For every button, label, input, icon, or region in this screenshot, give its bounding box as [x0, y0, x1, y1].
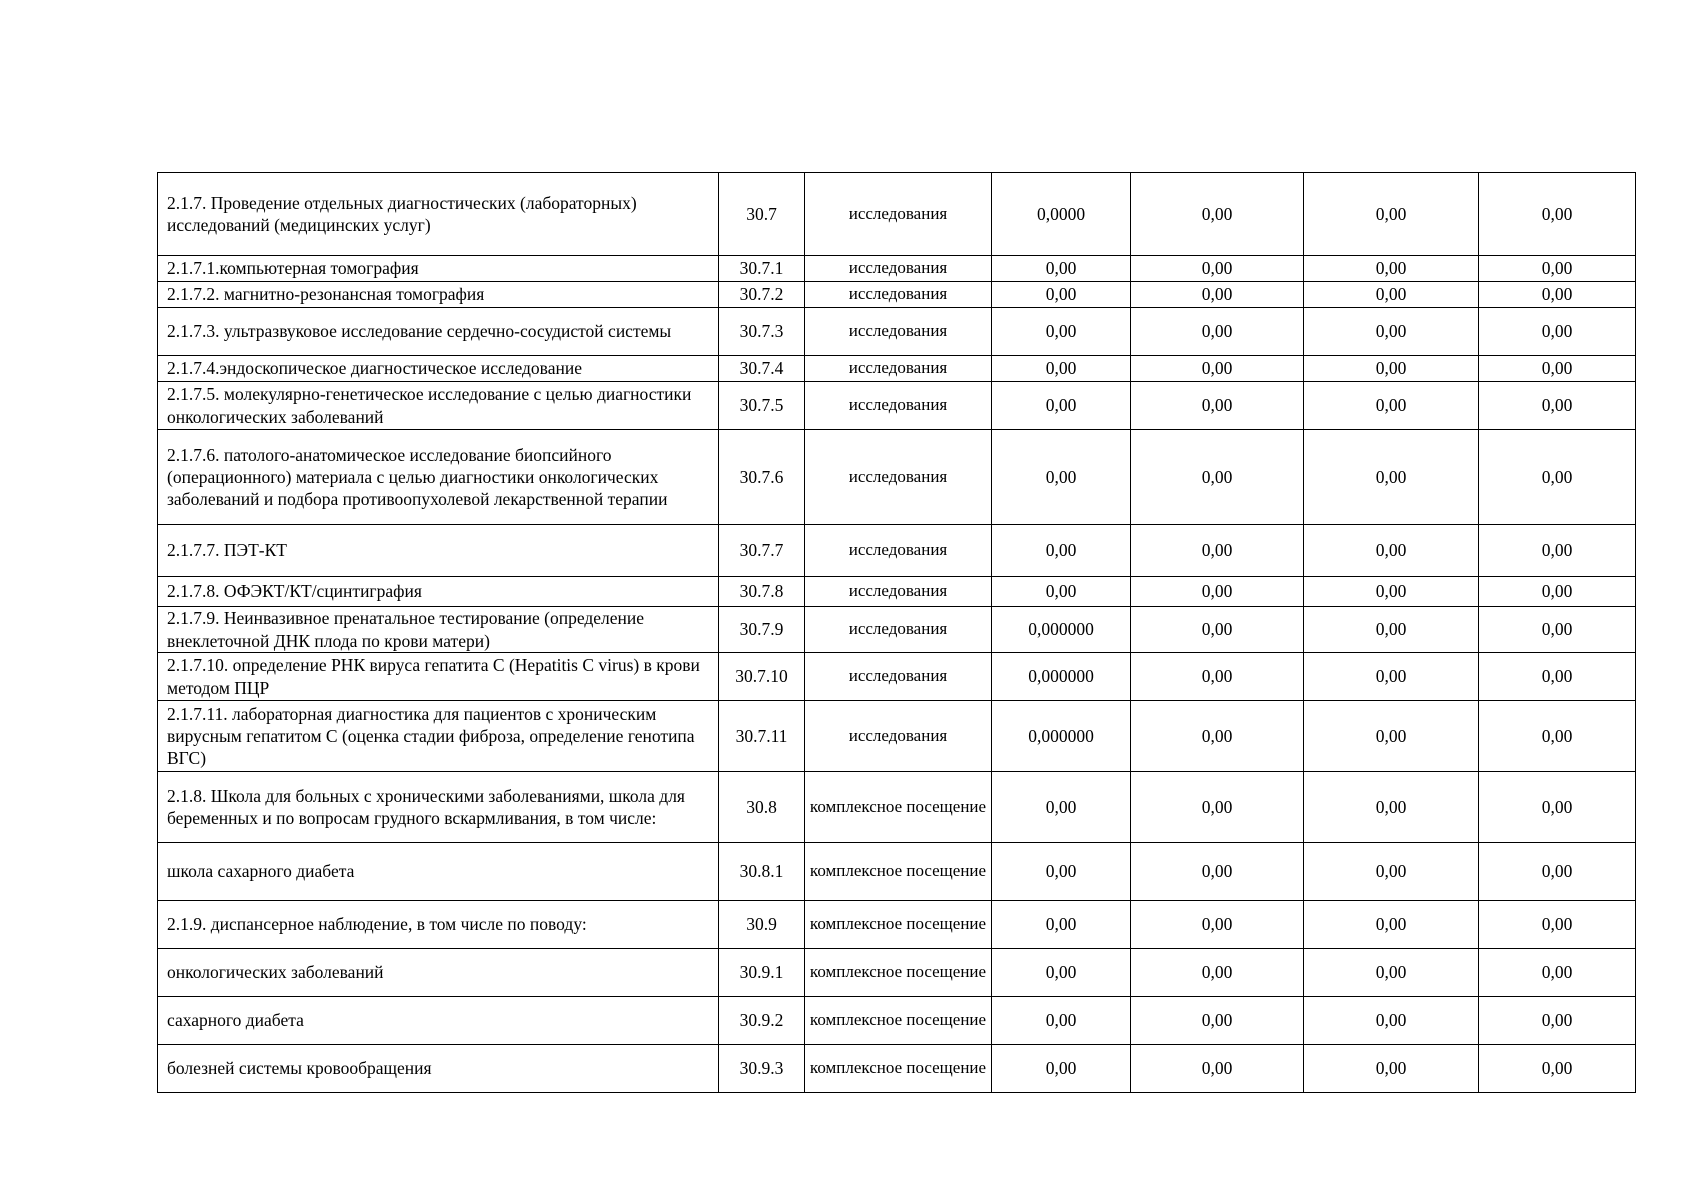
- row-value-1: 0,00: [992, 308, 1131, 356]
- row-code: 30.9.3: [719, 1045, 805, 1093]
- row-value-1: 0,00: [992, 382, 1131, 430]
- row-value-3: 0,00: [1304, 607, 1479, 653]
- row-value-1: 0,00: [992, 430, 1131, 525]
- row-value-1: 0,00: [992, 525, 1131, 577]
- row-value-4: 0,00: [1479, 653, 1636, 701]
- row-value-2: 0,00: [1131, 308, 1304, 356]
- row-value-3: 0,00: [1304, 525, 1479, 577]
- row-unit: исследования: [805, 173, 992, 256]
- row-unit: комплексное посещение: [805, 772, 992, 843]
- row-unit: исследования: [805, 430, 992, 525]
- row-unit: исследования: [805, 653, 992, 701]
- table-row: [158, 577, 1636, 607]
- row-value-3: 0,00: [1304, 577, 1479, 607]
- row-name: 2.1.9. диспансерное наблюдение, в том числе по поводу:: [158, 901, 719, 949]
- row-value-4: 0,00: [1479, 173, 1636, 256]
- row-name: 2.1.7.10. определение РНК вируса гепатита С (Hepatitis C virus) в крови методом ПЦР: [158, 653, 719, 701]
- row-name: 2.1.7.9. Неинвазивное пренатальное тестирование (определение внеклеточной ДНК плода по крови матери): [158, 607, 719, 653]
- row-code: 30.7.6: [719, 430, 805, 525]
- row-value-1: 0,000000: [992, 607, 1131, 653]
- row-value-1: 0,00: [992, 256, 1131, 282]
- row-unit: комплексное посещение: [805, 1045, 992, 1093]
- table-row: [158, 843, 1636, 901]
- row-value-2: 0,00: [1131, 772, 1304, 843]
- row-value-3: 0,00: [1304, 430, 1479, 525]
- row-code: 30.8: [719, 772, 805, 843]
- row-name: 2.1.7.7. ПЭТ-КТ: [158, 525, 719, 577]
- row-value-1: 0,00: [992, 577, 1131, 607]
- row-unit: исследования: [805, 577, 992, 607]
- row-name: онкологических заболеваний: [158, 949, 719, 997]
- row-value-4: 0,00: [1479, 282, 1636, 308]
- row-value-2: 0,00: [1131, 356, 1304, 382]
- row-value-2: 0,00: [1131, 701, 1304, 772]
- row-value-2: 0,00: [1131, 997, 1304, 1045]
- table-row: [158, 382, 1636, 430]
- row-value-4: 0,00: [1479, 1045, 1636, 1093]
- row-unit: комплексное посещение: [805, 949, 992, 997]
- row-value-2: 0,00: [1131, 577, 1304, 607]
- table-row: [158, 308, 1636, 356]
- row-code: 30.9.1: [719, 949, 805, 997]
- row-unit: комплексное посещение: [805, 901, 992, 949]
- table-row: [158, 1045, 1636, 1093]
- row-value-3: 0,00: [1304, 772, 1479, 843]
- row-value-2: 0,00: [1131, 173, 1304, 256]
- row-code: 30.7.9: [719, 607, 805, 653]
- row-value-4: 0,00: [1479, 382, 1636, 430]
- table-body: [158, 173, 1636, 1093]
- row-name: 2.1.7.1.компьютерная томография: [158, 256, 719, 282]
- row-unit: исследования: [805, 382, 992, 430]
- row-name: 2.1.7.2. магнитно-резонансная томография: [158, 282, 719, 308]
- row-code: 30.7.8: [719, 577, 805, 607]
- row-value-2: 0,00: [1131, 525, 1304, 577]
- table-row: [158, 282, 1636, 308]
- row-value-3: 0,00: [1304, 308, 1479, 356]
- row-value-3: 0,00: [1304, 843, 1479, 901]
- row-code: 30.7.11: [719, 701, 805, 772]
- row-value-4: 0,00: [1479, 430, 1636, 525]
- row-value-3: 0,00: [1304, 901, 1479, 949]
- row-unit: исследования: [805, 607, 992, 653]
- table-row: [158, 607, 1636, 653]
- row-value-3: 0,00: [1304, 256, 1479, 282]
- table-row: [158, 256, 1636, 282]
- row-value-1: 0,00: [992, 949, 1131, 997]
- row-value-2: 0,00: [1131, 901, 1304, 949]
- row-code: 30.7.7: [719, 525, 805, 577]
- row-unit: комплексное посещение: [805, 997, 992, 1045]
- table-row: [158, 901, 1636, 949]
- row-value-4: 0,00: [1479, 525, 1636, 577]
- row-value-4: 0,00: [1479, 577, 1636, 607]
- row-value-1: 0,00: [992, 772, 1131, 843]
- row-name: 2.1.7.4.эндоскопическое диагностическое исследование: [158, 356, 719, 382]
- row-value-4: 0,00: [1479, 772, 1636, 843]
- table-row: [158, 356, 1636, 382]
- row-unit: комплексное посещение: [805, 843, 992, 901]
- row-name: 2.1.7.11. лабораторная диагностика для пациентов с хроническим вирусным гепатитом С (оценка стадии фиброза, определение генотипа ВГС): [158, 701, 719, 772]
- table-row: [158, 173, 1636, 256]
- row-name: 2.1.7.5. молекулярно-генетическое исследование с целью диагностики онкологических заболеваний: [158, 382, 719, 430]
- row-value-2: 0,00: [1131, 256, 1304, 282]
- row-name: сахарного диабета: [158, 997, 719, 1045]
- row-value-1: 0,000000: [992, 653, 1131, 701]
- row-value-3: 0,00: [1304, 949, 1479, 997]
- row-value-4: 0,00: [1479, 949, 1636, 997]
- row-unit: исследования: [805, 282, 992, 308]
- row-value-4: 0,00: [1479, 997, 1636, 1045]
- row-value-3: 0,00: [1304, 382, 1479, 430]
- row-value-3: 0,00: [1304, 282, 1479, 308]
- row-value-4: 0,00: [1479, 256, 1636, 282]
- table-row: [158, 701, 1636, 772]
- row-value-4: 0,00: [1479, 701, 1636, 772]
- row-value-1: 0,0000: [992, 173, 1131, 256]
- row-name: 2.1.7. Проведение отдельных диагностических (лабораторных) исследований (медицинских услуг): [158, 173, 719, 256]
- row-name: 2.1.7.8. ОФЭКТ/КТ/сцинтиграфия: [158, 577, 719, 607]
- row-value-4: 0,00: [1479, 901, 1636, 949]
- table-row: [158, 949, 1636, 997]
- row-value-3: 0,00: [1304, 173, 1479, 256]
- row-value-1: 0,00: [992, 1045, 1131, 1093]
- row-value-2: 0,00: [1131, 1045, 1304, 1093]
- row-value-1: 0,00: [992, 356, 1131, 382]
- row-value-4: 0,00: [1479, 607, 1636, 653]
- row-value-3: 0,00: [1304, 653, 1479, 701]
- row-value-2: 0,00: [1131, 282, 1304, 308]
- row-code: 30.7: [719, 173, 805, 256]
- services-table: [157, 172, 1636, 1093]
- row-value-1: 0,00: [992, 282, 1131, 308]
- row-value-4: 0,00: [1479, 843, 1636, 901]
- row-code: 30.7.10: [719, 653, 805, 701]
- row-value-2: 0,00: [1131, 607, 1304, 653]
- row-code: 30.8.1: [719, 843, 805, 901]
- row-name: школа сахарного диабета: [158, 843, 719, 901]
- row-value-2: 0,00: [1131, 653, 1304, 701]
- row-value-4: 0,00: [1479, 356, 1636, 382]
- row-value-1: 0,000000: [992, 701, 1131, 772]
- row-value-2: 0,00: [1131, 843, 1304, 901]
- row-code: 30.7.4: [719, 356, 805, 382]
- row-name: 2.1.7.6. патолого-анатомическое исследование биопсийного (операционного) материала с целью диагностики онкологических заболеваний и подбора противоопухолевой лекарственной терапии: [158, 430, 719, 525]
- row-unit: исследования: [805, 525, 992, 577]
- row-code: 30.7.5: [719, 382, 805, 430]
- row-name: 2.1.8. Школа для больных с хроническими заболеваниями, школа для беременных и по вопросам грудного вскармливания, в том числе:: [158, 772, 719, 843]
- row-value-2: 0,00: [1131, 382, 1304, 430]
- row-name: 2.1.7.3. ультразвуковое исследование сердечно-сосудистой системы: [158, 308, 719, 356]
- row-value-3: 0,00: [1304, 356, 1479, 382]
- table-row: [158, 653, 1636, 701]
- table-row: [158, 430, 1636, 525]
- table-row: [158, 772, 1636, 843]
- row-code: 30.7.3: [719, 308, 805, 356]
- row-value-2: 0,00: [1131, 430, 1304, 525]
- row-unit: исследования: [805, 308, 992, 356]
- table-row: [158, 997, 1636, 1045]
- row-code: 30.7.1: [719, 256, 805, 282]
- row-value-3: 0,00: [1304, 1045, 1479, 1093]
- row-value-1: 0,00: [992, 901, 1131, 949]
- row-code: 30.7.2: [719, 282, 805, 308]
- table-row: [158, 525, 1636, 577]
- row-value-3: 0,00: [1304, 701, 1479, 772]
- row-unit: исследования: [805, 701, 992, 772]
- row-value-2: 0,00: [1131, 949, 1304, 997]
- row-name: болезней системы кровообращения: [158, 1045, 719, 1093]
- row-value-1: 0,00: [992, 843, 1131, 901]
- row-code: 30.9: [719, 901, 805, 949]
- row-unit: исследования: [805, 256, 992, 282]
- row-value-1: 0,00: [992, 997, 1131, 1045]
- row-code: 30.9.2: [719, 997, 805, 1045]
- row-unit: исследования: [805, 356, 992, 382]
- row-value-4: 0,00: [1479, 308, 1636, 356]
- row-value-3: 0,00: [1304, 997, 1479, 1045]
